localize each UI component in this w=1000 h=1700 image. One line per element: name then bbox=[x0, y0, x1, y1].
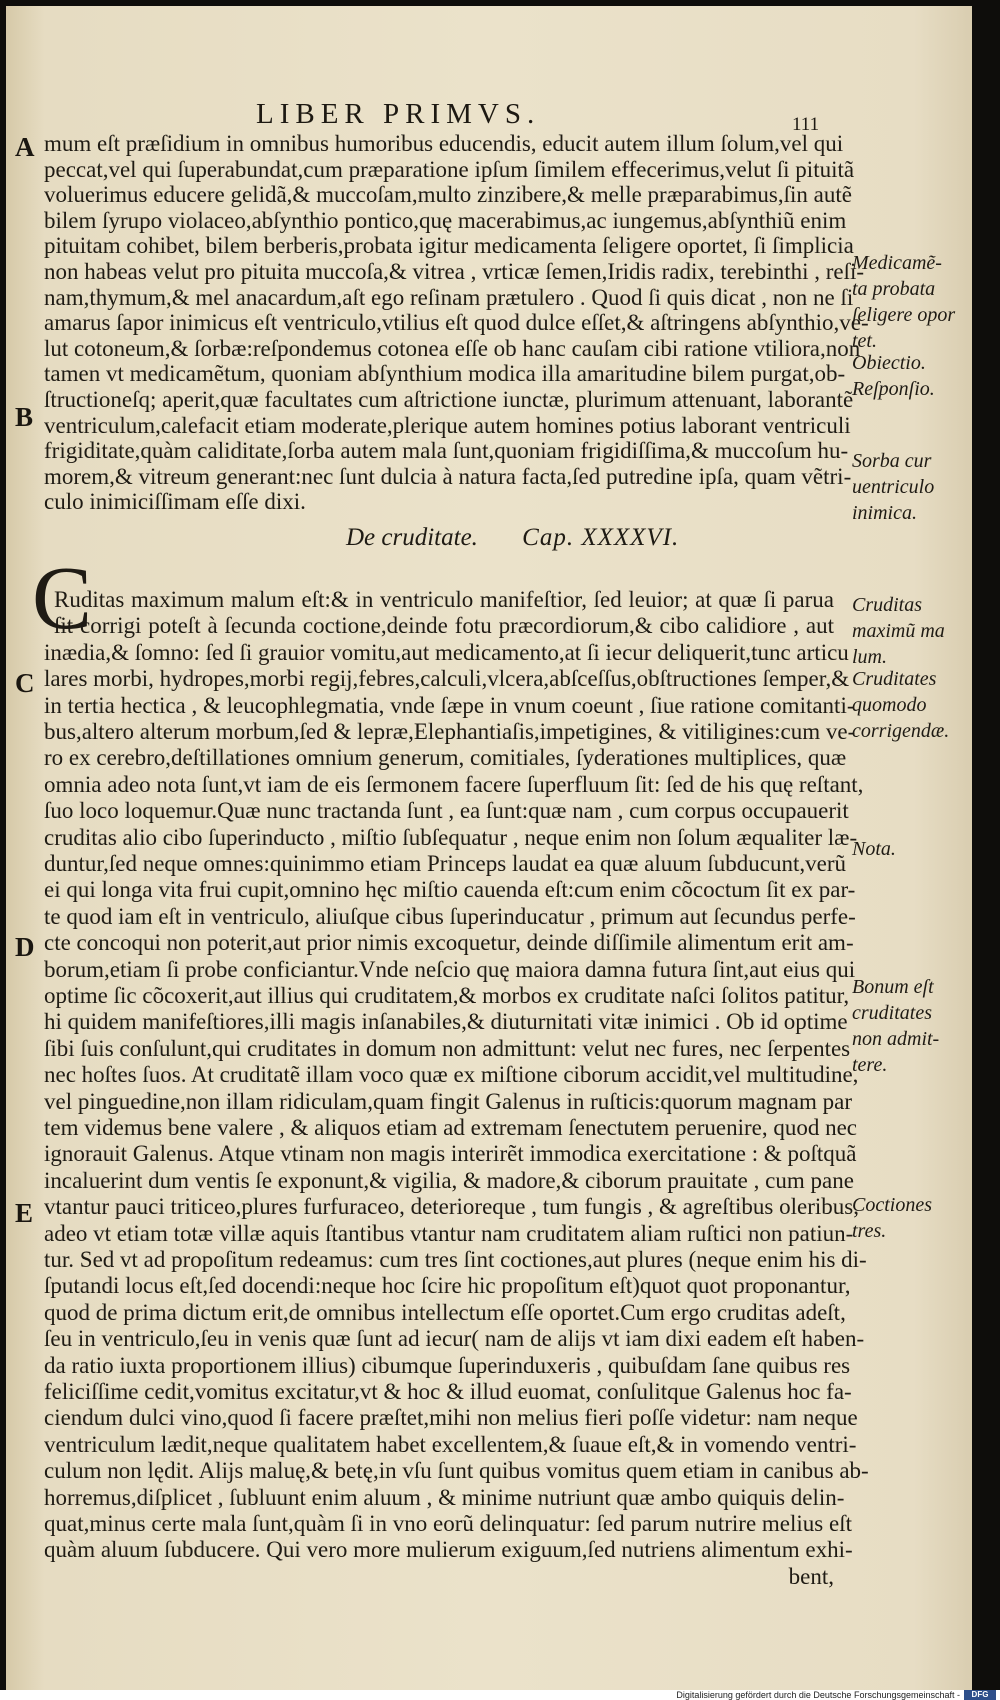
margin-note: Medicamẽ- ta probata ſeligere opor tet. bbox=[852, 252, 956, 352]
margin-note: Bonum eſt cruditates non admit- tere. bbox=[852, 976, 940, 1076]
margin-note: Nota. bbox=[852, 838, 896, 860]
text-line: ciendum dulci vino,quod ſi facere præſtet,mihi non melius fieri poſſe videtur: nam neque bbox=[44, 1405, 858, 1431]
chapter-heading bbox=[346, 524, 706, 552]
text-line: ignorauit Galenus. Atque vtinam non magis interirẽt immodica exercitatione : & poſtquã bbox=[44, 1141, 857, 1167]
text-line: tamen vt medicamẽtum, quoniam abſynthium modica illa amaritudine bilem purgat,ob- bbox=[44, 361, 846, 387]
text-line: Ruditas maximum malum eſt:& in ventriculo manifeſtior, ſed leuior; at quæ ſi parua bbox=[54, 587, 834, 612]
chapter-number: Cap. XXXXVI. bbox=[522, 524, 680, 551]
text-line: quàm aluum ſubducere. Qui vero more mulierum exiguum,ſed nutriens alimentum exhi- bbox=[44, 1537, 853, 1563]
text-line: te quod iam eſt in ventriculo, aliuſque cibus ſuperinducatur , primum aut ſecundus perfe- bbox=[44, 903, 856, 929]
chapter-title: De cruditate. bbox=[346, 524, 478, 551]
text-line: tem videmus bene valere , & aliquos etiam ad extremam ſenectutem peruenire, quod nec bbox=[44, 1115, 857, 1140]
text-line: horremus,diſplicet , ſubluunt enim aluum , & minime nutriunt quæ ambo quiquis delin- bbox=[44, 1484, 845, 1510]
text-line: culum non lędit. Alijs maluę,& betę,in vſu ſunt quibus vomitus quem etiam in canibus ab- bbox=[44, 1458, 869, 1484]
text-line: amarus ſapor inimicus eſt ventriculo,vtilius eſt quod dulce eſſet,& aſtringens abſynthio,ve- bbox=[44, 310, 869, 336]
margin-note: Obiectio. bbox=[852, 352, 926, 374]
running-title: LIBER PRIMVS. bbox=[256, 98, 541, 130]
page-number: 111 bbox=[792, 114, 820, 135]
text-line: ſibi ſuis conſulunt,qui cruditates in domum non admittunt: velut nec fures, nec ſerpentes bbox=[44, 1035, 851, 1061]
text-line: cte concoqui non poterit,aut prior nimis excoquetur, deinde diſſimile alimentum erit am- bbox=[44, 930, 854, 956]
footer-credit: Digitalisierung gefördert durch die Deutsche Forschungsgemeinschaft - bbox=[676, 1690, 960, 1700]
text-line: ſtructioneſq; aperit,quæ facultates cum aſtrictione iunctæ, plurimum attenuant, laborantẽ bbox=[44, 387, 854, 412]
text-line: duntur,ſed neque omnes:quinimmo etiam Princeps laudat ea quæ aluum ſubducunt,verũ bbox=[44, 851, 846, 876]
text-line: ſeu in ventriculo,ſeu in venis quæ ſunt ad iecur( nam de alijs vt iam dixi eadem eſt haben- bbox=[44, 1326, 865, 1352]
margin-note: Cruditas maximũ ma lum. bbox=[852, 594, 945, 668]
text-line: vtantur pauci triticeo,plures furfuraceo, deterioreque , tum fungis , & agreſtibus oleribus, bbox=[44, 1194, 859, 1220]
text-line: quat,minus certe mala ſunt,quàm ſi in vno eorũ delinquatur: ſed parum nutrire melius eſt bbox=[44, 1511, 852, 1536]
text-line: nam,thymum,& mel anacardum,aſt ego reſinam prætulero . Quod ſi quis dicat , non ne ſi bbox=[44, 284, 854, 310]
text-line: lut cotoneum,& ſorbæ:reſpondemus cotonea eſſe ob hanc cauſam cibi ratione vtiliora,non bbox=[44, 335, 861, 361]
section-letter-c: C bbox=[15, 668, 35, 698]
text-line: ſuo loco loquemur.Quæ nunc tractanda ſunt , ea ſunt:quæ nam , cum corpus occupauerit bbox=[44, 798, 849, 824]
text-line: adeo vt etiam totæ villæ aquis ſtantibus vtantur nam cruditatem aliam ruſtici non patiun- bbox=[44, 1220, 854, 1246]
text-line: vel pinguedine,non illam ridiculam,quam fingit Galenus in ruſticis:quorum magnam par bbox=[44, 1088, 853, 1114]
section-letter-a: A bbox=[15, 132, 35, 162]
text-line: hi quidem manifeſtiores,illi magis inſanabiles,& diuturnitati vitæ inimici . Ob id optime bbox=[44, 1009, 848, 1035]
section-letter-e: E bbox=[15, 1198, 34, 1228]
section-letter-d: D bbox=[15, 932, 35, 962]
text-line: pituitam cohibet, bilem berberis,probata igitur medicamenta ſeligere oportet, ſi ſimplicia bbox=[44, 233, 854, 259]
text-line: voluerimus educere gelidã,& muccoſam,multo zinzibere,& melle præparabimus,ſin autẽ bbox=[44, 182, 852, 208]
text-line: frigiditate,quàm caliditate,ſorba autem mala ſunt,quoniam frigidiſſima,& muccoſum hu- bbox=[44, 438, 849, 464]
margin-note: Cruditates quomodo corrigendæ. bbox=[852, 668, 950, 742]
dfg-logo: DFG bbox=[964, 1690, 996, 1700]
margin-note: Coctiones tres. bbox=[852, 1194, 932, 1242]
text-line: bilem ſyrupo violaceo,abſynthio pontico,quę macerabimus,ac iungemus,abſynthiũ enim bbox=[44, 207, 847, 233]
margin-note: Reſponſio. bbox=[852, 378, 935, 400]
text-line: ventriculum lædit,neque qualitatem habet excellentem,& ſuaue eſt,& in vomendo ventri- bbox=[44, 1431, 857, 1457]
text-line: quod de prima dictum erit,de omnibus intellectum eſſe oportet.Cum ergo cruditas adeſt, bbox=[44, 1299, 846, 1325]
drop-cap: C bbox=[32, 549, 93, 648]
text-line: ventriculum,calefacit etiam moderate,plerique autem homines potius laborant ventriculi bbox=[44, 412, 851, 438]
text-line: culo inimiciſſimam eſſe dixi. bbox=[44, 489, 306, 515]
text-line: feliciſſime cedit,vomitus excitatur,vt & hoc & illud euomat, conſulitque Galenus hoc fa- bbox=[44, 1379, 852, 1404]
book-page bbox=[6, 6, 972, 1690]
text-line: non habeas velut pro pituita muccoſa,& vitrea , vrticæ ſemen,Iridis radix, terebinthi , reſi- bbox=[44, 259, 865, 284]
text-line: cruditas alio cibo ſuperinducto , miſtio ſubſequatur , neque enim non ſolum æqualiter læ- bbox=[44, 824, 858, 850]
text-line: lares morbi, hydropes,morbi regij,febres,calculi,vlcera,abſceſſus,obſtructiones ſemper,& bbox=[44, 666, 850, 692]
text-line: bus,altero alterum morbum,ſed & lepræ,Elephantiaſis,impetigines, & vitiligines:cum ve- bbox=[44, 719, 856, 744]
text-line: in tertia hectica , & leucophlegmatia, vnde ſæpe in vnum coeunt , ſiue ratione comitanti- bbox=[44, 692, 855, 718]
text-line: ro ex cerebro,deſtillationes omnium generum, comitiales, ſyderationes multiplices, quæ bbox=[44, 745, 847, 771]
text-line: morem,& vitreum generant:nec ſunt dulcia à natura facta,ſed putredine ipſa, quam vẽtri- bbox=[44, 463, 852, 489]
text-line: omnia adeo nota ſunt,vt iam de eis ſermonem facere ſuperfluum ſit: ſed de his quę reſtant, bbox=[44, 771, 864, 797]
text-line: tur. Sed vt ad propoſitum redeamus: cum tres ſint coctiones,aut plures (neque enim his di- bbox=[44, 1247, 867, 1272]
text-line: ei qui longa vita frui cupit,omnino hęc miſtio cauenda eſt:cum enim cõcoctum ſit ex par- bbox=[44, 877, 856, 903]
text-line: nec hoſtes ſuos. At cruditatẽ illam voco quæ ex miſtione ciborum accidit,vel multitudine, bbox=[44, 1062, 859, 1088]
text-line: da ratio iuxta proportionem illius) cibumque ſuperinduxeris , quibuſdam ſane quibus res bbox=[44, 1352, 851, 1378]
text-line: optime ſic cõcoxerit,aut illius qui cruditatem,& morbos ex cruditate naſci ſolitos patitur, bbox=[44, 983, 850, 1008]
text-line: peccat,vel qui ſuperabundat,cum præparatione ipſum ſimilem effecerimus,velut ſi pituitã bbox=[44, 156, 855, 182]
text-line: bent, bbox=[788, 1563, 834, 1589]
text-line: inædia,& ſomno: ſed ſi grauior vomitu,aut medicamento,at ſi iecur deliquerit,tunc articu bbox=[44, 639, 849, 665]
margin-note: Sorba cur uentriculo inimica. bbox=[852, 450, 935, 524]
section-letter-b: B bbox=[15, 402, 34, 432]
text-line: ſputandi locus eſt,ſed docendi:neque hoc ſcire hic propoſitum eſt)quot quot proponantur, bbox=[44, 1273, 851, 1299]
text-line: ſit corrigi poteſt à ſecunda coctione,deinde fotu præcordiorum,& cibo calidiore , aut bbox=[54, 613, 834, 639]
text-line: incaluerint dum ventis ſe exponunt,& vigilia, & madore,& ciborum prauitate , cum pane bbox=[44, 1167, 854, 1193]
text-line: mum eſt præſidium in omnibus humoribus educendis, educit autem illum ſolum,vel qui bbox=[44, 131, 844, 156]
text-line: borum,etiam ſi probe conficiantur.Vnde neſcio quę maiora damna futura ſint,aut eius qui bbox=[44, 956, 856, 982]
